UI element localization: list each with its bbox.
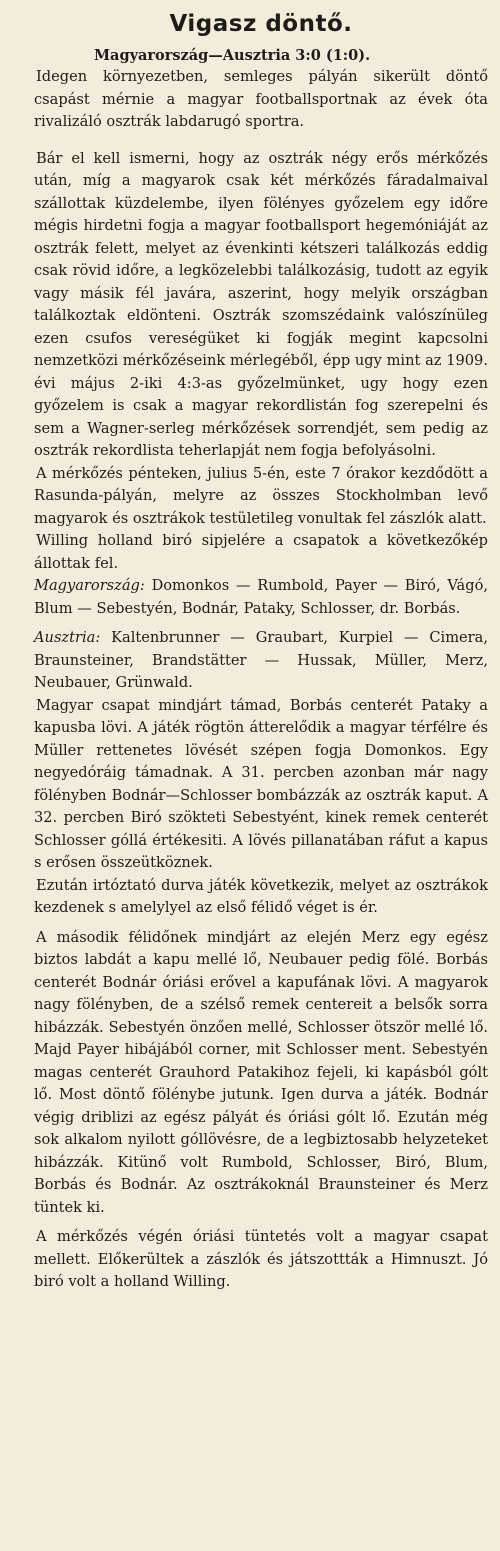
- paragraph-context: Bár el kell ismerni, hogy az osztrák négy erős mérkőzés után, míg a magyarok csak két mérkőzés fáradalmaival szállottak küzdelembe, ilyen fölényes győzelem egy időre mégis hirdetni fogja a magyar footballsport hegemóniáját az osztrák felett, melyet az évenkinti kétszeri találkozás eddig csak rövid időre, a legközelebbi találkozásig, tudott az egyik vagy másik fél javára, aszerint, hogy melyik országban találkoztak eldönteni. Osztrák szomszédaink valószínüleg ezen csufos vereségüket ki fogják megint kapcsolni nemzetközi mérkőzéseink mérlegéből, épp ugy mint az 1909. évi május 2-iki 4:3-as győzelmünket, ugy hogy ezen győzelem is csak a magyar rekordlistán fog szerepelni és sem a Wagner-serleg mérkőzések sorrendjét, sem pedig az osztrák rekordlista teherlapját nem fogja befolyásolni.: [34, 149, 488, 459]
- article-title: Vigasz döntő.: [169, 11, 353, 37]
- paragraph-referee: Willing holland biró sipjelére a csapatok a következőkép állottak fel.: [34, 532, 488, 572]
- paragraph-intro: Idegen környezetben, semleges pályán sikerült döntő csapást mérnie a magyar footballsportnak az évek óta rivalizáló osztrák labdarugó sportra.: [34, 68, 488, 130]
- paragraph-first-half-end: Ezután irtóztató durva játék következik, melyet az osztrákok kezdenek s amelylyel az első félidő véget is ér.: [34, 876, 488, 916]
- lineup-team-label: Ausztria:: [34, 629, 101, 646]
- article-body: [34, 66, 488, 1294]
- paragraph-second-half: A második félidőnek mindjárt az elején Merz egy egész biztos labdát a kapu mellé lő, Neubauer pedig fölé. Borbás centerét Bodnár óriási erővel a kapufának lövi. A magyarok nagy fölényben, de a szélső remek centereit a belsők sorra hibázzák. Sebestyén önzően mellé, Schlosser ötször mellé lő. Majd Payer hibájából corner, mit Schlosser ment. Sebestyén magas centerét Grauhord Patakihoz fejeli, ki kapásból gólt lő. Most döntő fölénybe jutunk. Igen durva a játék. Bodnár végig driblizi az egész pályát és óriási gólt lő. Ezután még sok alkalom nyilott góllövésre, de a legbiztosabb helyzeteket hibázzák. Kitünő volt Rumbold, Schlosser, Biró, Blum, Borbás és Bodnár. Az osztrákoknál Braunsteiner és Merz tüntek ki.: [34, 928, 488, 1216]
- lineup-team-label: Magyarország:: [34, 577, 145, 594]
- lineup-players: Kaltenbrunner — Graubart, Kurpiel — Cimera, Braunsteiner, Brandstätter — Hussak, Müller, Merz, Neubauer, Grünwald.: [34, 629, 488, 691]
- lineup-austria: [34, 627, 488, 695]
- lineup-hungary: [34, 575, 488, 620]
- paragraph-first-half: Magyar csapat mindjárt támad, Borbás centerét Pataky a kapusba lövi. A játék rögtön átterelődik a magyar térfélre és Müller rettenetes lövését szépen fogja Domonkos. Egy negyedóráig támadnak. A 31. percben azonban már nagy fölényben Bodnár—Schlosser bombázzák az osztrák kaput. A 32. percben Biró szökteti Sebestyént, kinek remek centerét Schlosser góllá értékesiti. A lövés pillanatában ráfut a kapus s erősen összeütköznek.: [34, 696, 488, 871]
- paragraph-match-start: A mérkőzés pénteken, julius 5-én, este 7 órakor kezdődött a Rasunda-pályán, melyre az összes Stockholmban levő magyarok és osztrákok testületileg vonultak fel zászlók alatt.: [34, 464, 488, 527]
- paragraph-closing: A mérkőzés végén óriási tüntetés volt a magyar csapat mellett. Előkerültek a zászlók és játszottták a Himnuszt. Jó biró volt a holland Willing.: [34, 1228, 488, 1290]
- lineup-players: Domonkos — Rumbold, Payer — Biró, Vágó, Blum — Sebestyén, Bodnár, Pataky, Schlosser, dr. Borbás.: [34, 577, 488, 617]
- match-result-subtitle: Magyarország—Ausztria 3:0 (1:0).: [94, 47, 371, 64]
